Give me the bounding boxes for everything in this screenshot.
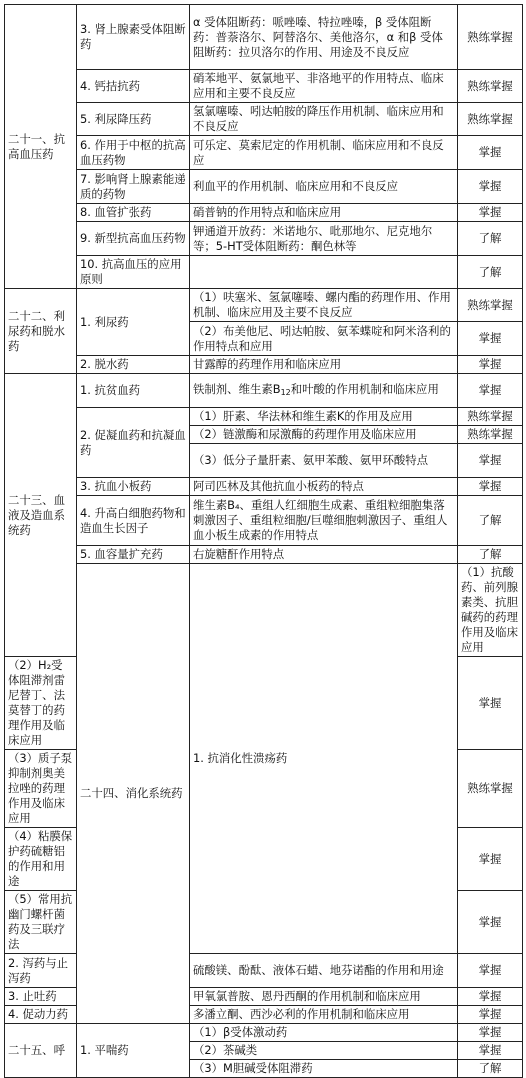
level-cell: 掌握 — [458, 444, 523, 478]
drug-cell: 1. 利尿药 — [77, 289, 190, 356]
content-cell: （3）低分子量肝素、氨甲苯酸、氨甲环酸特点 — [190, 444, 458, 478]
content-cell: （5）常用抗幽门螺杆菌药及三联疗法 — [5, 891, 77, 954]
content-cell: 多潘立酮、西沙必利的作用机制和临床应用 — [190, 1006, 458, 1024]
table-row — [5, 170, 523, 204]
content-cell: （2）链激酶和尿激酶的药理作用及临床应用 — [190, 426, 458, 444]
content-cell: （4）粘膜保护药硫糖铝的作用和用途 — [5, 828, 77, 891]
level-cell: 熟练掌握 — [458, 408, 523, 426]
level-cell: 熟练掌握 — [458, 289, 523, 322]
drug-cell: 3. 肾上腺素受体阻断药 — [77, 5, 190, 70]
drug-cell: 7. 影响肾上腺素能递质的药物 — [77, 170, 190, 204]
content-cell: 氢氯噻嗪、吲达帕胺的降压作用机制、临床应用和不良反应 — [190, 103, 458, 136]
content-cell: （1）呋塞米、氢氯噻嗪、螺内酯的药理作用、作用机制、临床应用及主要不良反应 — [190, 289, 458, 322]
table-row — [5, 70, 523, 103]
content-cell: 硫酸镁、酚酞、液体石蜡、地芬诺酯的作用和用途 — [190, 954, 458, 988]
content-cell: 钾通道开放药：米诺地尔、吡那地尔、尼克地尔等；5-HT受体阻断药：酮色林等 — [190, 222, 458, 256]
level-cell: 了解 — [458, 546, 523, 564]
drug-cell: 1. 平喘药 — [77, 1024, 190, 1078]
level-cell: 掌握 — [458, 204, 523, 222]
level-cell: 掌握 — [458, 374, 523, 408]
drug-cell: 9. 新型抗高血压药物 — [77, 222, 190, 256]
level-cell: 掌握 — [458, 988, 523, 1006]
table-row — [5, 204, 523, 222]
level-cell: 掌握 — [458, 954, 523, 988]
category-cell: 二十二、利尿药和脱水药 — [5, 289, 77, 374]
category-cell: 二十一、抗高血压药 — [5, 5, 77, 289]
drug-cell: 2. 脱水药 — [77, 356, 190, 374]
category-cell: 二十三、血液及造血系统药 — [5, 374, 77, 657]
table-row — [5, 5, 523, 70]
drug-cell: 3. 抗血小板药 — [77, 478, 190, 496]
drug-cell: 6. 作用于中枢的抗高血压药物 — [77, 136, 190, 170]
content-cell: 甘露醇的药理作用和临床应用 — [190, 356, 458, 374]
table-row — [5, 478, 523, 496]
level-cell: 掌握 — [458, 170, 523, 204]
table-row — [5, 496, 523, 546]
category-cell: 二十五、呼 — [5, 1024, 77, 1078]
content-cell: 甲氧氯普胺、恩丹西酮的作用机制和临床应用 — [190, 988, 458, 1006]
syllabus-table — [4, 4, 523, 1078]
content-cell: （1）肝素、华法林和维生素K的作用及应用 — [190, 408, 458, 426]
content-cell: 硝普钠的作用特点和临床应用 — [190, 204, 458, 222]
drug-cell: 4. 升高白细胞药物和造血生长因子 — [77, 496, 190, 546]
content-cell — [190, 256, 458, 289]
content-cell: 维生素B₄、重组人红细胞生成素、重组粒细胞集落刺激因子、重组粒细胞/巨噬细胞刺激因子、重组人血小板生成素的作用特点 — [190, 496, 458, 546]
level-cell: 掌握 — [458, 1006, 523, 1024]
level-cell: 掌握 — [458, 657, 523, 750]
content-cell: 利血平的作用机制、临床应用和不良反应 — [190, 170, 458, 204]
drug-cell: 10. 抗高血压的应用原则 — [77, 256, 190, 289]
content-cell: 硝苯地平、氨氯地平、非洛地平的作用特点、临床应用和主要不良反应 — [190, 70, 458, 103]
table-row — [5, 103, 523, 136]
level-cell: 掌握 — [458, 1024, 523, 1042]
drug-cell: 8. 血管扩张药 — [77, 204, 190, 222]
drug-cell: 5. 利尿降压药 — [77, 103, 190, 136]
drug-cell: 2. 促凝血药和抗凝血药 — [77, 408, 190, 478]
table-row — [5, 356, 523, 374]
level-cell: 熟练掌握 — [458, 70, 523, 103]
level-cell: 了解 — [458, 496, 523, 546]
content-cell: （1）β受体激动药 — [190, 1024, 458, 1042]
content-cell: （1）抗酸药、前列腺素类、抗胆碱药的药理作用及临床应用 — [458, 564, 523, 657]
content-cell: 可乐定、莫索尼定的作用机制、临床应用和不良反应 — [190, 136, 458, 170]
drug-cell: 3. 止吐药 — [5, 988, 77, 1006]
content-cell: （3）M胆碱受体阻滞药 — [190, 1060, 458, 1078]
content-text: 和叶酸的作用机制和临床应用 — [290, 381, 439, 396]
level-cell: 了解 — [458, 222, 523, 256]
drug-cell: 1. 抗消化性溃疡药 — [190, 564, 458, 954]
level-cell: 掌握 — [458, 356, 523, 374]
content-cell: （2）H₂受体阻滞剂雷尼替丁、法莫替丁的药理作用及临床应用 — [5, 657, 77, 750]
content-cell — [190, 374, 458, 408]
level-cell: 掌握 — [458, 478, 523, 496]
level-cell: 掌握 — [458, 322, 523, 356]
level-cell: 熟练掌握 — [458, 426, 523, 444]
level-cell: 熟练掌握 — [458, 5, 523, 70]
level-cell: 熟练掌握 — [458, 750, 523, 828]
level-cell: 熟练掌握 — [458, 103, 523, 136]
subscript: 12 — [280, 387, 291, 397]
drug-cell: 4. 钙拮抗药 — [77, 70, 190, 103]
level-cell: 了解 — [458, 1060, 523, 1078]
category-cell: 二十四、消化系统药 — [77, 564, 190, 1024]
table-row — [5, 564, 523, 657]
level-cell: 掌握 — [458, 1042, 523, 1060]
drug-cell: 4. 促动力药 — [5, 1006, 77, 1024]
content-text: 铁制剂、维生素B — [193, 381, 281, 396]
level-cell: 掌握 — [458, 828, 523, 891]
table-row — [5, 222, 523, 256]
content-cell: 阿司匹林及其他抗血小板药的特点 — [190, 478, 458, 496]
level-cell: 了解 — [458, 256, 523, 289]
drug-cell: 1. 抗贫血药 — [77, 374, 190, 408]
level-cell: 掌握 — [458, 891, 523, 954]
table-row — [5, 1024, 523, 1042]
content-cell: （2）茶碱类 — [190, 1042, 458, 1060]
level-cell: 掌握 — [458, 136, 523, 170]
content-cell: （2）布美他尼、吲达帕胺、氨苯蝶啶和阿米洛利的作用特点和应用 — [190, 322, 458, 356]
table-row — [5, 136, 523, 170]
content-cell: α 受体阻断药：哌唑嗪、特拉唑嗪，β 受体阻断药：普萘洛尔、阿替洛尔、美他洛尔，α 和β 受体阻断药：拉贝洛尔的作用、用途及不良反应 — [190, 5, 458, 70]
table-row — [5, 546, 523, 564]
table-row — [5, 374, 523, 408]
drug-cell: 2. 泻药与止泻药 — [5, 954, 77, 988]
content-cell: （3）质子泵抑制剂奥美拉唑的药理作用及临床应用 — [5, 750, 77, 828]
table-row — [5, 256, 523, 289]
content-cell: 右旋糖酐作用特点 — [190, 546, 458, 564]
table-row — [5, 289, 523, 322]
drug-cell: 5. 血容量扩充药 — [77, 546, 190, 564]
table-row — [5, 408, 523, 426]
